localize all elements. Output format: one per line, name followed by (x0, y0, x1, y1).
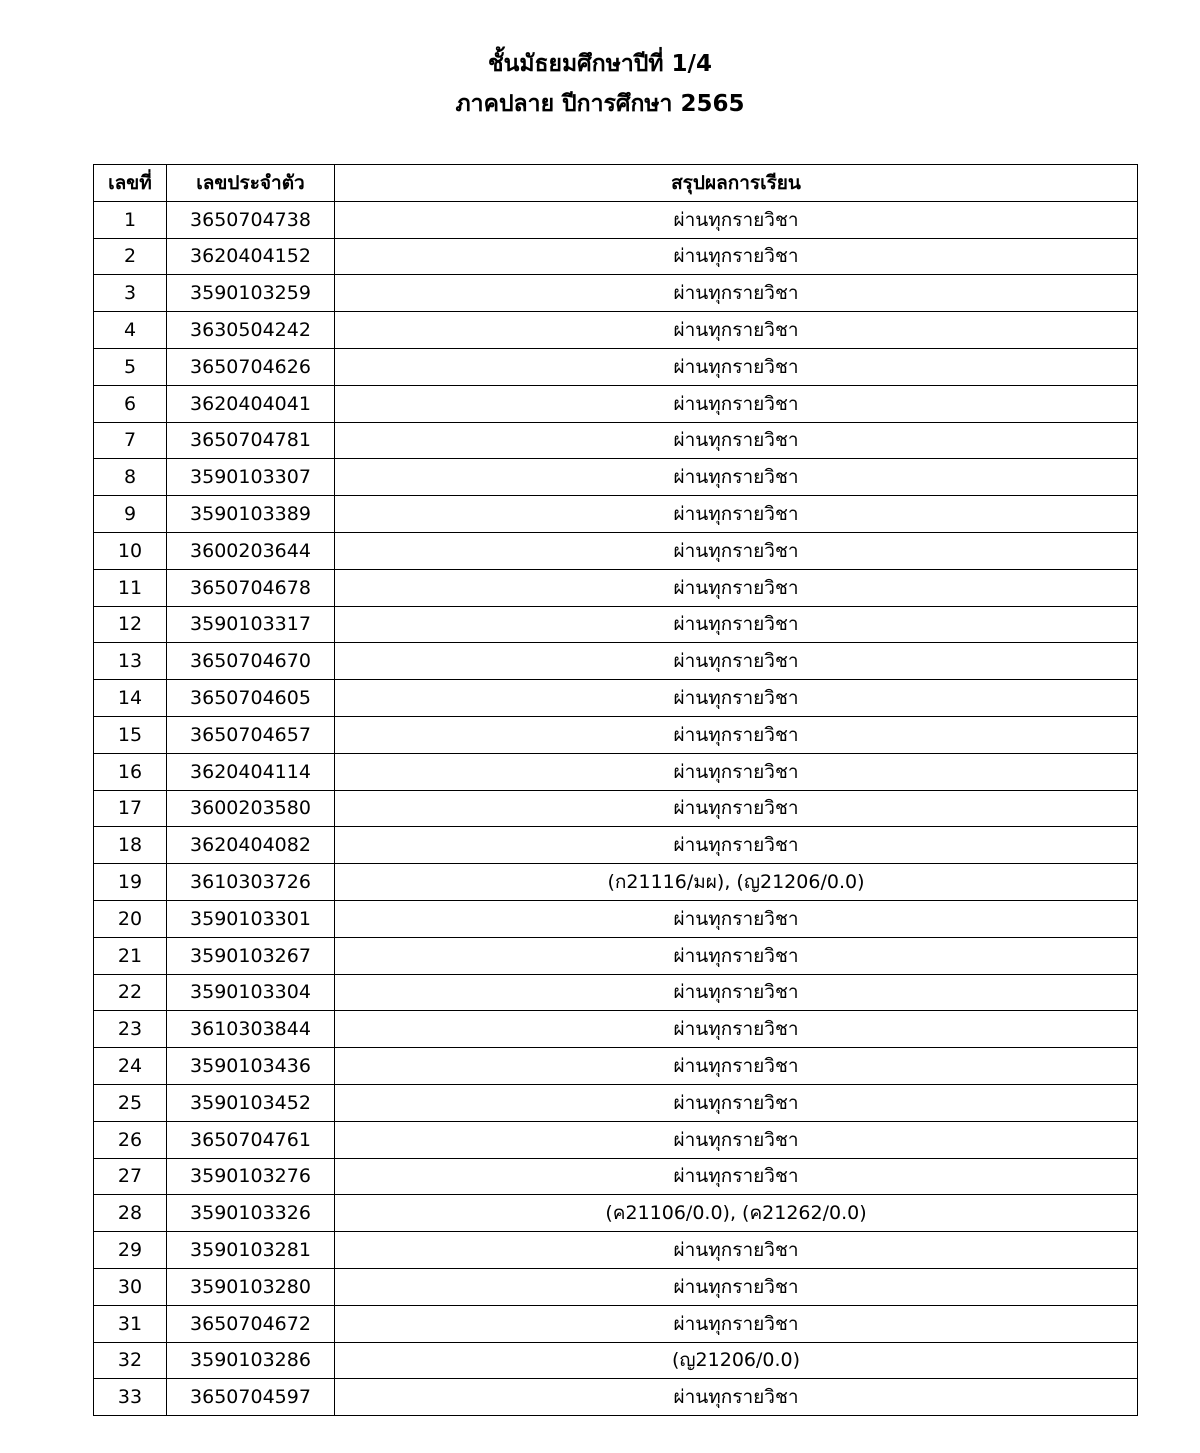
table-row (94, 1121, 1138, 1158)
table-row (94, 1379, 1138, 1416)
page-subtitle: ภาคปลาย ปีการศึกษา 2565 (455, 91, 745, 117)
table-row (94, 1011, 1138, 1048)
cell-no: 10 (94, 532, 167, 569)
cell-student-id: 3650704781 (167, 422, 335, 459)
cell-result: ผ่านทุกรายวิชา (335, 974, 1138, 1011)
cell-no: 11 (94, 569, 167, 606)
cell-no: 1 (94, 201, 167, 238)
table-row (94, 1158, 1138, 1195)
cell-result: ผ่านทุกรายวิชา (335, 312, 1138, 349)
cell-no: 16 (94, 753, 167, 790)
cell-result: ผ่านทุกรายวิชา (335, 1121, 1138, 1158)
cell-result: ผ่านทุกรายวิชา (335, 643, 1138, 680)
cell-no: 25 (94, 1084, 167, 1121)
cell-no: 12 (94, 606, 167, 643)
cell-student-id: 3590103301 (167, 900, 335, 937)
cell-student-id: 3590103259 (167, 275, 335, 312)
cell-student-id: 3600203580 (167, 790, 335, 827)
cell-student-id: 3650704761 (167, 1121, 335, 1158)
cell-no: 3 (94, 275, 167, 312)
cell-student-id: 3590103317 (167, 606, 335, 643)
title-block (0, 44, 1200, 124)
table-row (94, 1342, 1138, 1379)
cell-result: ผ่านทุกรายวิชา (335, 827, 1138, 864)
cell-no: 20 (94, 900, 167, 937)
cell-no: 6 (94, 385, 167, 422)
table-row (94, 312, 1138, 349)
cell-no: 29 (94, 1232, 167, 1269)
cell-student-id: 3590103276 (167, 1158, 335, 1195)
cell-no: 21 (94, 937, 167, 974)
header-result: สรุปผลการเรียน (335, 165, 1138, 202)
table-header-row (94, 165, 1138, 202)
cell-no: 23 (94, 1011, 167, 1048)
cell-result: ผ่านทุกรายวิชา (335, 1268, 1138, 1305)
page-title: ชั้นมัธยมศึกษาปีที่ 1/4 (488, 51, 712, 77)
table-row (94, 569, 1138, 606)
cell-student-id: 3590103389 (167, 496, 335, 533)
cell-student-id: 3650704678 (167, 569, 335, 606)
cell-student-id: 3590103307 (167, 459, 335, 496)
table-row (94, 496, 1138, 533)
cell-result: ผ่านทุกรายวิชา (335, 201, 1138, 238)
cell-no: 5 (94, 348, 167, 385)
cell-result: ผ่านทุกรายวิชา (335, 606, 1138, 643)
cell-result: ผ่านทุกรายวิชา (335, 1305, 1138, 1342)
cell-result: ผ่านทุกรายวิชา (335, 1379, 1138, 1416)
cell-result: (ญ21206/0.0) (335, 1342, 1138, 1379)
cell-result: ผ่านทุกรายวิชา (335, 1232, 1138, 1269)
cell-no: 27 (94, 1158, 167, 1195)
table-row (94, 275, 1138, 312)
cell-student-id: 3650704597 (167, 1379, 335, 1416)
cell-result: ผ่านทุกรายวิชา (335, 1048, 1138, 1085)
cell-student-id: 3650704672 (167, 1305, 335, 1342)
table-row (94, 422, 1138, 459)
table-row (94, 238, 1138, 275)
cell-student-id: 3590103436 (167, 1048, 335, 1085)
results-table (93, 164, 1138, 1416)
cell-no: 18 (94, 827, 167, 864)
cell-result: ผ่านทุกรายวิชา (335, 459, 1138, 496)
cell-result: ผ่านทุกรายวิชา (335, 753, 1138, 790)
cell-student-id: 3650704670 (167, 643, 335, 680)
cell-student-id: 3590103286 (167, 1342, 335, 1379)
cell-no: 30 (94, 1268, 167, 1305)
cell-result: ผ่านทุกรายวิชา (335, 1011, 1138, 1048)
cell-result: ผ่านทุกรายวิชา (335, 716, 1138, 753)
table-row (94, 1232, 1138, 1269)
table-row (94, 864, 1138, 901)
table-row (94, 201, 1138, 238)
cell-student-id: 3590103326 (167, 1195, 335, 1232)
cell-no: 8 (94, 459, 167, 496)
cell-result: ผ่านทุกรายวิชา (335, 900, 1138, 937)
table-row (94, 716, 1138, 753)
cell-student-id: 3590103452 (167, 1084, 335, 1121)
cell-student-id: 3650704626 (167, 348, 335, 385)
cell-no: 14 (94, 680, 167, 717)
cell-no: 33 (94, 1379, 167, 1416)
cell-result: ผ่านทุกรายวิชา (335, 569, 1138, 606)
cell-student-id: 3610303844 (167, 1011, 335, 1048)
cell-student-id: 3600203644 (167, 532, 335, 569)
cell-result: ผ่านทุกรายวิชา (335, 1084, 1138, 1121)
cell-result: ผ่านทุกรายวิชา (335, 532, 1138, 569)
table-row (94, 937, 1138, 974)
cell-student-id: 3650704657 (167, 716, 335, 753)
cell-result: ผ่านทุกรายวิชา (335, 238, 1138, 275)
cell-student-id: 3590103280 (167, 1268, 335, 1305)
table-body (94, 201, 1138, 1415)
cell-result: ผ่านทุกรายวิชา (335, 496, 1138, 533)
cell-result: (ก21116/มผ), (ญ21206/0.0) (335, 864, 1138, 901)
table-row (94, 680, 1138, 717)
cell-no: 26 (94, 1121, 167, 1158)
cell-student-id: 3620404082 (167, 827, 335, 864)
cell-result: ผ่านทุกรายวิชา (335, 680, 1138, 717)
cell-result: ผ่านทุกรายวิชา (335, 385, 1138, 422)
cell-result: (ค21106/0.0), (ค21262/0.0) (335, 1195, 1138, 1232)
cell-student-id: 3590103281 (167, 1232, 335, 1269)
cell-no: 28 (94, 1195, 167, 1232)
cell-result: ผ่านทุกรายวิชา (335, 1158, 1138, 1195)
table-row (94, 606, 1138, 643)
cell-student-id: 3620404114 (167, 753, 335, 790)
cell-no: 32 (94, 1342, 167, 1379)
cell-student-id: 3590103267 (167, 937, 335, 974)
cell-student-id: 3630504242 (167, 312, 335, 349)
header-no: เลขที่ (94, 165, 167, 202)
cell-no: 24 (94, 1048, 167, 1085)
cell-student-id: 3610303726 (167, 864, 335, 901)
table-row (94, 900, 1138, 937)
cell-student-id: 3650704738 (167, 201, 335, 238)
table-row (94, 1084, 1138, 1121)
table-row (94, 827, 1138, 864)
cell-student-id: 3620404041 (167, 385, 335, 422)
table-row (94, 385, 1138, 422)
cell-result: ผ่านทุกรายวิชา (335, 348, 1138, 385)
cell-student-id: 3590103304 (167, 974, 335, 1011)
header-student-id: เลขประจำตัว (167, 165, 335, 202)
table-row (94, 753, 1138, 790)
table-row (94, 348, 1138, 385)
cell-no: 22 (94, 974, 167, 1011)
cell-no: 15 (94, 716, 167, 753)
table-row (94, 1268, 1138, 1305)
cell-no: 13 (94, 643, 167, 680)
table-row (94, 1195, 1138, 1232)
cell-no: 9 (94, 496, 167, 533)
table-row (94, 532, 1138, 569)
cell-no: 2 (94, 238, 167, 275)
table-row (94, 974, 1138, 1011)
cell-student-id: 3650704605 (167, 680, 335, 717)
cell-no: 31 (94, 1305, 167, 1342)
cell-no: 17 (94, 790, 167, 827)
table-row (94, 1305, 1138, 1342)
cell-result: ผ่านทุกรายวิชา (335, 275, 1138, 312)
table-row (94, 643, 1138, 680)
cell-student-id: 3620404152 (167, 238, 335, 275)
cell-result: ผ่านทุกรายวิชา (335, 790, 1138, 827)
cell-no: 4 (94, 312, 167, 349)
table-row (94, 1048, 1138, 1085)
table-row (94, 459, 1138, 496)
cell-no: 7 (94, 422, 167, 459)
cell-result: ผ่านทุกรายวิชา (335, 422, 1138, 459)
cell-no: 19 (94, 864, 167, 901)
cell-result: ผ่านทุกรายวิชา (335, 937, 1138, 974)
table-row (94, 790, 1138, 827)
